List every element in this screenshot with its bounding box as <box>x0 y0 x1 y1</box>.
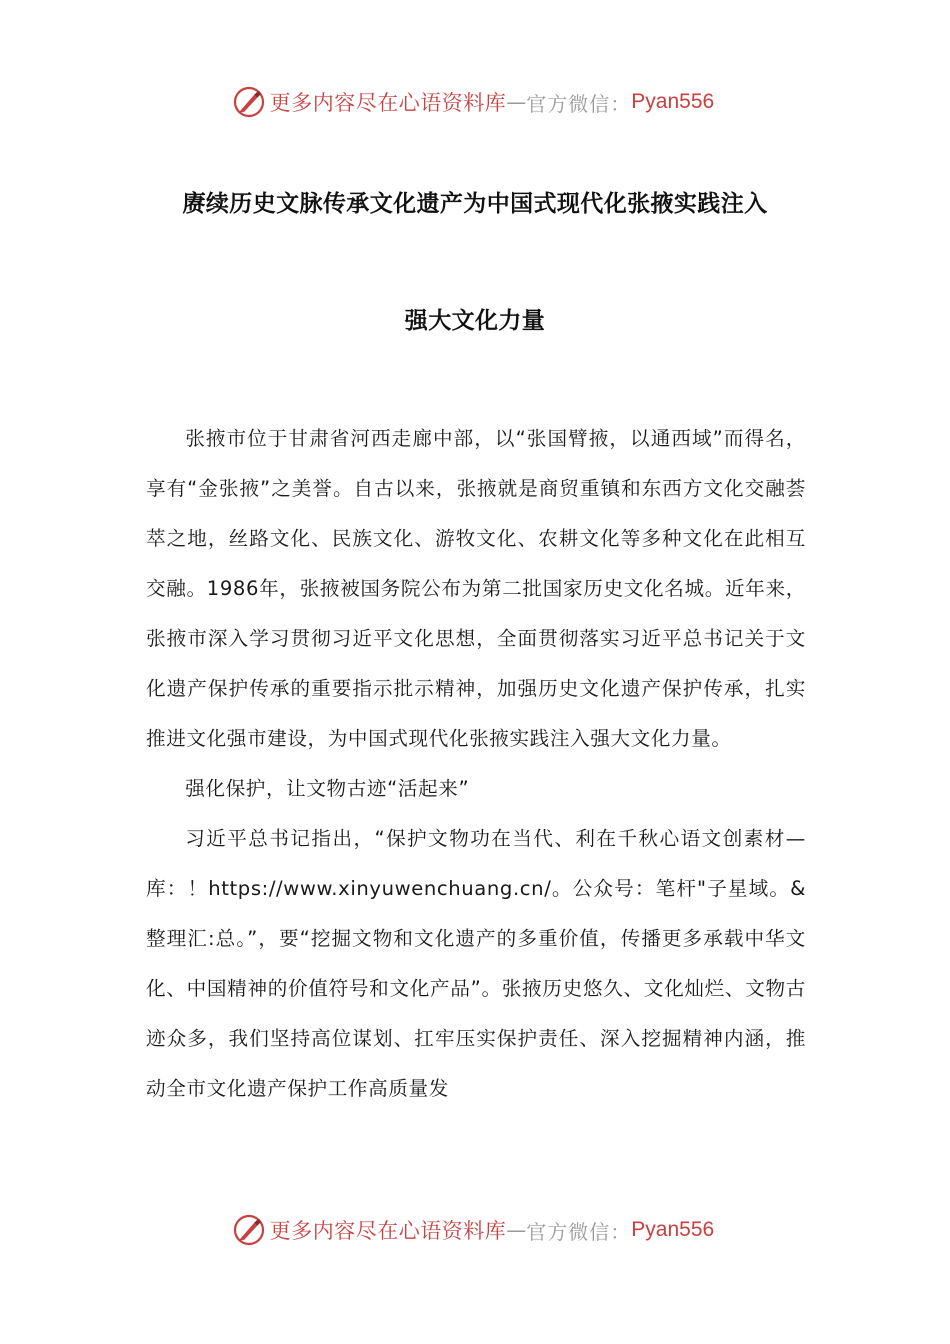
section-heading: 强化保护，让文物古迹“活起来” <box>185 777 470 800</box>
banner-wechat-id: Pyan556 <box>631 90 715 113</box>
banner-main-text: 更多内容尽在心语资料库 <box>269 91 507 115</box>
banner-wechat-label: 官方微信： <box>526 1219 632 1244</box>
document-body <box>146 414 806 1114</box>
banner-separator: — <box>506 90 527 114</box>
pen-nib-icon <box>232 85 266 119</box>
banner-main-text: 更多内容尽在心语资料库 <box>269 1219 507 1243</box>
banner-wechat-label: 官方微信： <box>526 91 632 116</box>
document-title-line-1: 赓续历史文脉传承文化遗产为中国式现代化张掖实践注入 <box>182 191 768 217</box>
paragraph-intro: 张掖市位于甘肃省河西走廊中部，以“张国臂掖，以通西域”而得名，享有“金张掖”之美誉。自古以来，张掖就是商贸重镇和东西方文化交融荟萃之地，丝路文化、民族文化、游牧文化、农耕文化等多种文化在此相互交融。1986年，张掖被国务院公布为第二批国家历史文化名城。近年来，张掖市深入学习贯彻习近平文化思想，全面贯彻落实习近平总书记关于文化遗产保护传承的重要指示批示精神，加强历史文化遗产保护传承，扎实推进文化强市建设，为中国式现代化张掖实践注入强大文化力量。 <box>146 427 806 750</box>
paragraph-protection: 习近平总书记指出，“保护文物功在当代、利在千秋心语文创素材—库：！https://www.xinyuwenchuang.cn/。公众号：笔杆"子星域。&整理汇:总。”，要“挖掘文物和文化遗产的多重价值，传播更多承载中华文化、中国精神的价值符号和文化产品”。张掖历史悠久、文化灿烂、文物古迹众多，我们坚持高位谋划、扛牢压实保护责任、深入挖掘精神内涵，推动全市文化遗产保护工作高质量发 <box>146 827 806 1100</box>
banner-separator: — <box>506 1218 527 1242</box>
header-banner <box>0 82 950 122</box>
banner-wechat-id: Pyan556 <box>631 1218 715 1241</box>
pen-nib-icon <box>232 1213 266 1247</box>
footer-banner <box>0 1210 950 1250</box>
document-title-line-2: 强大文化力量 <box>404 308 546 334</box>
